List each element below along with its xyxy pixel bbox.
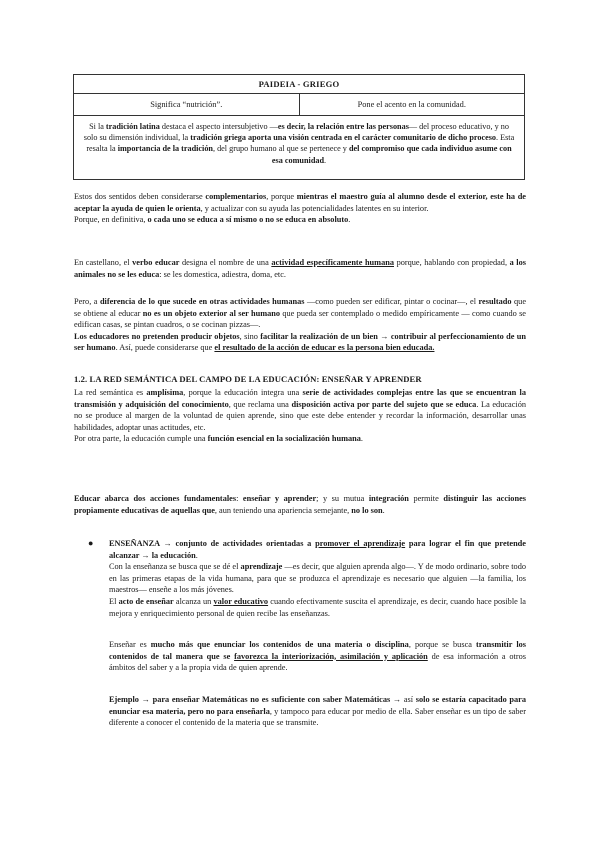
paragraph-castellano xyxy=(74,257,526,280)
text: designa el nombre de una xyxy=(179,258,272,267)
bold-text: para lograr el fin que pretende alcanzar → la educación xyxy=(109,539,526,560)
bullet-marker: ● xyxy=(88,538,94,548)
paragraph-complementary xyxy=(74,191,526,226)
table-meaning-row xyxy=(74,94,524,116)
bold-text: función esencial en la socialización humana xyxy=(207,434,361,444)
bold-text: verbo educar xyxy=(132,258,180,267)
bold-text: distinguir las acciones propiamente educativas de aquellas que xyxy=(74,494,526,515)
bold-text: facilitar la realización de un bien → contribuir al perfeccionamiento de un ser humano xyxy=(74,331,526,353)
paragraph-red-semantica xyxy=(74,387,526,445)
text: . xyxy=(360,434,363,444)
text: , porque xyxy=(266,192,297,201)
paragraph-diferencia xyxy=(74,296,526,354)
text: . La educación no se produce al margen de la voluntad de quien aprende, sino que este debe entender y recordar la información, desarrollar unas habilidades, adoptar unas actitudes, etc. xyxy=(74,399,526,432)
bold-text: Ejemplo → para enseñar Matemáticas no es suficiente con saber Matemáticas → xyxy=(109,695,402,704)
text: de esa información a otros ámbitos del saber y a la propia vida de quien aprende. xyxy=(109,651,526,673)
bold-text: mientras el maestro guía al alumno desde el exterior, este ha de aceptar la ayuda de quien le orienta xyxy=(74,192,526,213)
text: , porque se busca xyxy=(408,640,476,649)
bold-text: no es un objeto exterior al ser humano xyxy=(142,308,281,318)
bold-text: ENSEÑANZA → conjunto de actividades orientadas a xyxy=(109,539,316,548)
text: —es decir, que alguien aprenda algo—. Y de modo ordinario, sobre todo en las primeras etapas de la vida humana, para que se produzca el aprendizaje es necesario que alguien —la familia, los maestros— enseñe a los más jóvenes. xyxy=(109,562,526,595)
bold-text: diferencia de lo que sucede en otras actividades humanas xyxy=(99,297,305,306)
text: : xyxy=(236,494,243,503)
text: que se obtiene al educar xyxy=(74,297,527,318)
text: —como pueden ser edificar, pintar o cocinar—, el xyxy=(304,297,479,306)
bullet-ensenanza xyxy=(109,538,526,619)
text: Pero, a xyxy=(74,297,100,306)
paragraph-educar xyxy=(74,493,526,516)
text: . xyxy=(382,505,385,515)
text: , del grupo humano al que se pertenece y xyxy=(212,144,349,154)
bold-text: a los animales no se les educa xyxy=(74,258,526,279)
table-cell-emphasis: Pone el acento en la comunidad. xyxy=(357,100,466,109)
text: porque, hablando con propiedad, xyxy=(394,258,510,267)
bold-text: es decir, la relación entre las personas xyxy=(277,122,409,131)
paideia-table xyxy=(73,74,525,180)
text: . xyxy=(195,550,198,560)
bold-text: importancia de la tradición xyxy=(117,144,213,154)
text: : se les domestica, adiestra, doma, etc. xyxy=(159,269,286,279)
bold-text: no lo son xyxy=(351,505,383,515)
table-cell-meaning: Significa “nutrición”. xyxy=(74,94,300,115)
bold-text: solo se estaría capacitado para enunciar esa materia, pero no para enseñarla xyxy=(109,695,526,716)
text: así xyxy=(401,695,416,704)
underlined-text: valor educativo xyxy=(213,596,269,606)
bold-text: del compromiso que cada individuo asume con esa comunidad xyxy=(271,144,512,165)
text: Por otra parte, la educación cumple una xyxy=(74,434,208,444)
text: — del proceso educativo, y no solo su dimensión individual, la xyxy=(83,122,509,143)
bold-text: aprendizaje xyxy=(240,562,283,572)
bold-text: Los educadores no pretenden producir objetos xyxy=(74,331,240,341)
bold-text: tradición griega aporta una visión centrada en el carácter comunitario de dicho proceso xyxy=(190,133,497,143)
text: , y actualizar con su ayuda las potencialidades latentes en su interior. xyxy=(200,203,429,213)
bold-text: Educar abarca dos acciones fundamentales xyxy=(74,494,237,503)
text: . Esta resalta la xyxy=(86,133,515,154)
bold-text: tradición latina xyxy=(105,122,160,131)
table-description xyxy=(74,116,524,179)
bold-text: resultado xyxy=(478,297,512,306)
text: que pueda ser contemplado o medido empíricamente — como cuando se edifican casas, se pintan cuadros, o se cocinan pizzas—. xyxy=(74,308,526,330)
text: destaca el aspecto intersubjetivo — xyxy=(159,122,278,131)
text: , porque la educación integra una xyxy=(183,388,303,397)
text: , aun teniendo una apariencia semejante, xyxy=(214,505,352,515)
section-heading: 1.2. LA RED SEMÁNTICA DEL CAMPO DE LA EDUCACIÓN: ENSEÑAR Y APRENDER xyxy=(74,374,422,384)
text: Con la enseñanza se busca que se dé el xyxy=(109,562,241,572)
text: Porque, en definitiva, xyxy=(74,215,148,225)
underlined-text: actividad específicamente humana xyxy=(271,258,394,267)
table-header: PAIDEIA - GRIEGO xyxy=(74,75,524,94)
text: ; y su mutua xyxy=(316,494,369,503)
text: En castellano, el xyxy=(74,258,133,267)
text: . Así, puede considerarse que xyxy=(115,343,215,353)
bold-text: serie de actividades complejas entre las que se encuentran la transmisión y adquisición del conocimiento xyxy=(74,388,526,409)
text: alcanza un xyxy=(173,596,214,606)
underlined-text: el resultado de la acción de educar es la persona bien educada. xyxy=(214,343,435,353)
bold-text: acto de enseñar xyxy=(118,596,174,606)
bold-text: complementarios xyxy=(205,192,267,201)
bold-text: amplísima xyxy=(146,388,184,397)
paragraph-ensenar xyxy=(109,639,526,674)
bold-text: integración xyxy=(368,494,409,503)
paragraph-ejemplo xyxy=(109,694,526,729)
underlined-text: promover el aprendizaje xyxy=(315,539,406,548)
text: cuando efectivamente suscita el aprendizaje, es decir, cuando hace posible la mejora y enriquecimiento personal de quien recibe las enseñanzas. xyxy=(109,596,526,618)
bold-text: transmitir los contenidos de tal manera que se xyxy=(109,640,526,661)
text: Enseñar es xyxy=(109,640,151,649)
text: Estos dos sentidos deben considerarse xyxy=(74,192,206,201)
text: permite xyxy=(408,494,444,503)
text: , y tampoco para educar por medio de ella. Saber enseñar es un tipo de saber diferente a conocer el contenido de la materia que se transmite. xyxy=(109,706,526,728)
text: . xyxy=(348,215,351,225)
text: La red semántica es xyxy=(74,388,147,397)
bold-text: disposición activa por parte del sujeto que se educa xyxy=(291,399,477,409)
bold-text: enseñar y aprender xyxy=(242,494,317,503)
underlined-text: favorezca la interiorización, asimilación y aplicación xyxy=(234,651,428,661)
text: El xyxy=(109,596,119,606)
bold-text: o cada uno se educa a sí mismo o no se educa en absoluto xyxy=(147,215,349,225)
text: , sino xyxy=(239,331,261,341)
bold-text: mucho más que enunciar los contenidos de una materia o disciplina xyxy=(150,640,409,649)
text: . xyxy=(324,155,327,165)
text: Si la xyxy=(89,122,106,131)
text: , que reclama una xyxy=(228,399,292,409)
